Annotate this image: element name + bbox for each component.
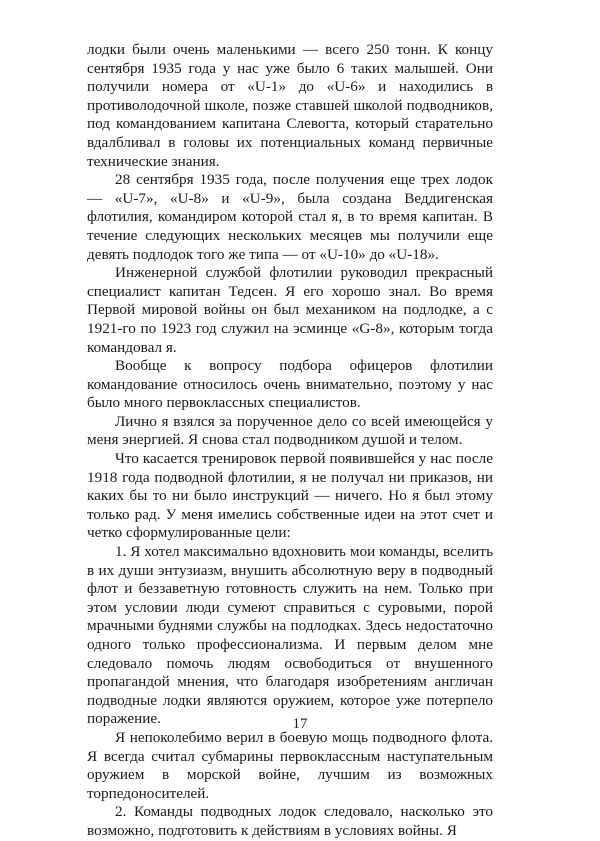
paragraph: 2. Команды подводных лодок следовало, насколько это возможно, подготовить к действиям в условиях войны. Я <box>87 803 493 839</box>
paragraph: Вообще к вопросу подбора офицеров флотилии командование относилось очень внимательно, поэтому у нас было много первоклассных специалистов. <box>87 357 493 412</box>
paragraph: Я непоколебимо верил в боевую мощь подводного флота. Я всегда считал субмарины первоклассным наступательным оружием в морской войне, лучшим из возможных торпедоносителей. <box>87 728 493 802</box>
paragraph: Лично я взялся за порученное дело со всей имеющейся у меня энергией. Я снова стал подводником душой и телом. <box>87 412 493 449</box>
paragraph: Инженерной службой флотилии руководил прекрасный специалист капитан Тедсен. Я его хорошо знал. Во время Первой мировой войны он был механиком на подлодке, а с 1921-го по 1923 год служил на эсминце «G-8», которым тогда командовал я. <box>87 264 493 356</box>
paragraph: Что касается тренировок первой появившейся у нас после 1918 года подводной флотилии, я не получал ни приказов, ни каких бы то ни было инструкций — ничего. Но я был этому только рад. У меня имелись собственные идеи на этот счет и четко сформулированные цели: <box>87 450 493 542</box>
page-number: 17 <box>292 716 308 732</box>
paragraph: лодки были очень маленькими — всего 250 тонн. К концу сентября 1935 года у нас уже было 6 таких малышей. Они получили номера от «U-1» до «U-6» и находились в противолодочной школе, позже ставшей школой подводников, под командованием капитана Слевогта, который старательно вдалбливал в головы их потенциальных команд первичные технические знания. <box>87 41 493 170</box>
paragraph: 1. Я хотел максимально вдохновить мои команды, вселить в их души энтузиазм, внушить абсолютную веру в подводный флот и беззаветную готовность служить на нем. Только при этом условии люди сумеют справиться с суровыми, порой мрачными буднями службы на подлодках. Здесь недостаточно одного только профессионализма. И первым делом мне следовало помочь людям освободиться от внушенного пропагандой мнения, что благодаря изобретениям англичан подводные лодки являются оружием, которое уже потерпело поражение. <box>87 543 493 728</box>
paragraph: 28 сентября 1935 года, после получения еще трех лодок — «U-7», «U-8» и «U-9», была создана Веддигенская флотилия, командиром которой стал я, в то время капитан. В течение следующих нескольких месяцев мы получили еще девять подлодок того же типа — от «U-10» до «U-18». <box>87 171 493 263</box>
